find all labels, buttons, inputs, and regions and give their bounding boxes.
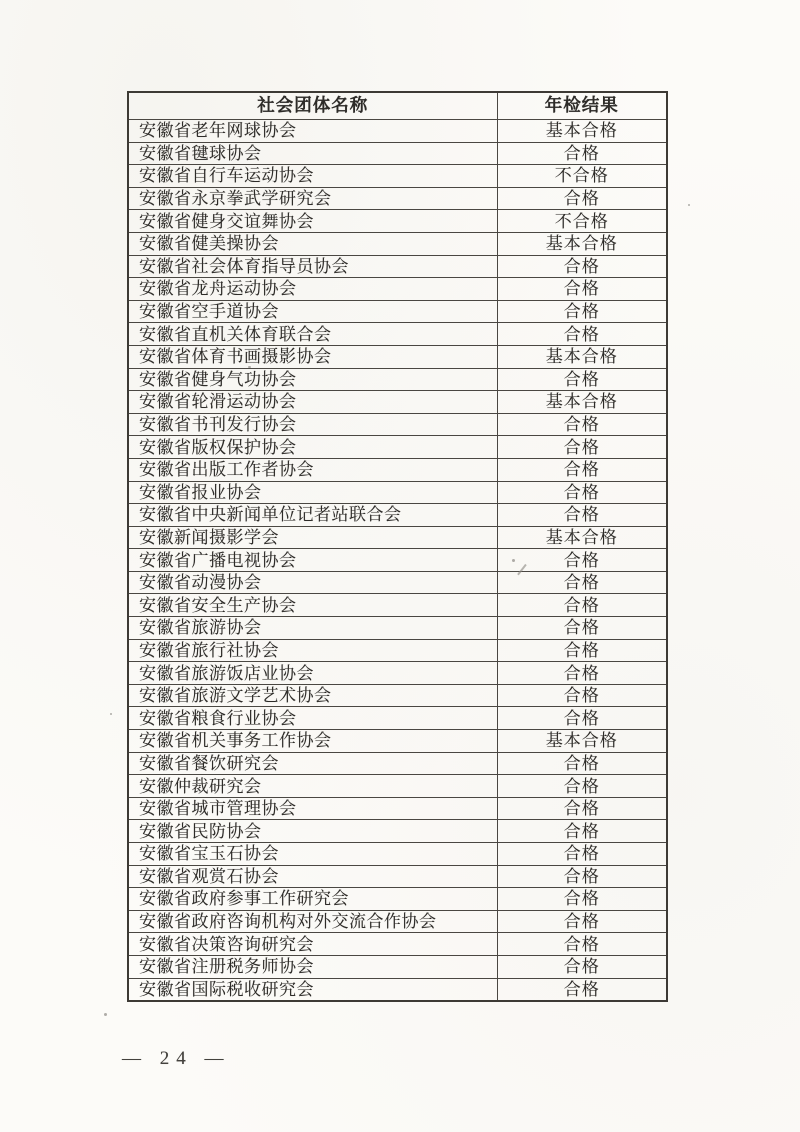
inspection-result-cell: 合格: [497, 752, 667, 775]
inspection-result-cell: 合格: [497, 978, 667, 1001]
org-name-cell: 安徽省健身气功协会: [128, 368, 497, 391]
table-row: [128, 888, 667, 911]
org-name-cell: 安徽省社会体育指导员协会: [128, 255, 497, 278]
org-name-cell: 安徽省健身交谊舞协会: [128, 210, 497, 233]
org-name-cell: 安徽省机关事务工作协会: [128, 730, 497, 753]
inspection-result-cell: 不合格: [497, 165, 667, 188]
org-name-cell: 安徽省旅游饭店业协会: [128, 662, 497, 685]
table-row: [128, 775, 667, 798]
table-row: [128, 120, 667, 143]
org-name-cell: 安徽省空手道协会: [128, 300, 497, 323]
table-row: [128, 707, 667, 730]
org-name-cell: 安徽省安全生产协会: [128, 594, 497, 617]
org-name-cell: 安徽省出版工作者协会: [128, 458, 497, 481]
scan-speck: [512, 559, 515, 562]
org-name-cell: 安徽省决策咨询研究会: [128, 933, 497, 956]
org-name-cell: 安徽省政府参事工作研究会: [128, 888, 497, 911]
inspection-result-cell: 合格: [497, 865, 667, 888]
inspection-result-cell: 合格: [497, 187, 667, 210]
inspection-result-cell: 合格: [497, 888, 667, 911]
org-name-cell: 安徽省报业协会: [128, 481, 497, 504]
inspection-result-cell: 不合格: [497, 210, 667, 233]
table-row: [128, 955, 667, 978]
org-name-cell: 安徽省政府咨询机构对外交流合作协会: [128, 910, 497, 933]
inspection-result-cell: 基本合格: [497, 345, 667, 368]
org-name-cell: 安徽省书刊发行协会: [128, 413, 497, 436]
table-header-row: [128, 92, 667, 120]
inspection-result-cell: 基本合格: [497, 120, 667, 143]
org-name-cell: 安徽省轮滑运动协会: [128, 391, 497, 414]
org-name-cell: 安徽省国际税收研究会: [128, 978, 497, 1001]
inspection-result-cell: 合格: [497, 368, 667, 391]
inspection-result-cell: 合格: [497, 707, 667, 730]
table-row: [128, 549, 667, 572]
page-number: — 24 —: [122, 1048, 231, 1069]
org-name-cell: 安徽省观赏石协会: [128, 865, 497, 888]
org-name-cell: 安徽省城市管理协会: [128, 797, 497, 820]
org-name-cell: 安徽省粮食行业协会: [128, 707, 497, 730]
table-row: [128, 910, 667, 933]
table-row: [128, 662, 667, 685]
table-row: [128, 210, 667, 233]
inspection-result-cell: 合格: [497, 436, 667, 459]
table-row: [128, 232, 667, 255]
table-row: [128, 594, 667, 617]
table-row: [128, 436, 667, 459]
inspection-result-cell: 基本合格: [497, 391, 667, 414]
org-name-cell: 安徽省毽球协会: [128, 142, 497, 165]
org-name-cell: 安徽省宝玉石协会: [128, 843, 497, 866]
org-name-cell: 安徽省中央新闻单位记者站联合会: [128, 504, 497, 527]
org-name-cell: 安徽省体育书画摄影协会: [128, 345, 497, 368]
inspection-result-cell: 基本合格: [497, 232, 667, 255]
table-row: [128, 481, 667, 504]
inspection-result-cell: 合格: [497, 820, 667, 843]
inspection-result-cell: 合格: [497, 571, 667, 594]
table-row: [128, 413, 667, 436]
column-header-inspection-result: 年检结果: [497, 92, 667, 120]
table-row: [128, 368, 667, 391]
org-name-cell: 安徽省旅行社协会: [128, 639, 497, 662]
scan-speck: [248, 366, 251, 368]
org-name-cell: 安徽省民防协会: [128, 820, 497, 843]
inspection-result-cell: 合格: [497, 910, 667, 933]
inspection-result-cell: 合格: [497, 639, 667, 662]
inspection-result-cell: 合格: [497, 278, 667, 301]
table-row: [128, 142, 667, 165]
inspection-result-cell: 合格: [497, 323, 667, 346]
org-name-cell: 安徽新闻摄影学会: [128, 526, 497, 549]
org-name-cell: 安徽省健美操协会: [128, 232, 497, 255]
inspection-result-cell: 基本合格: [497, 730, 667, 753]
table-row: [128, 345, 667, 368]
org-name-cell: 安徽省动漫协会: [128, 571, 497, 594]
org-name-cell: 安徽省老年网球协会: [128, 120, 497, 143]
inspection-result-cell: 合格: [497, 142, 667, 165]
table-row: [128, 526, 667, 549]
table-row: [128, 187, 667, 210]
inspection-result-cell: 合格: [497, 458, 667, 481]
table-row: [128, 391, 667, 414]
org-name-cell: 安徽省广播电视协会: [128, 549, 497, 572]
table-row: [128, 323, 667, 346]
inspection-result-cell: 合格: [497, 955, 667, 978]
inspection-result-cell: 合格: [497, 413, 667, 436]
inspection-result-cell: 合格: [497, 594, 667, 617]
inspection-result-cell: 合格: [497, 775, 667, 798]
table-row: [128, 843, 667, 866]
scan-speck: [104, 1013, 107, 1016]
inspection-result-cell: 合格: [497, 933, 667, 956]
inspection-result-cell: 合格: [497, 549, 667, 572]
org-name-cell: 安徽省直机关体育联合会: [128, 323, 497, 346]
inspection-result-cell: 合格: [497, 797, 667, 820]
table-row: [128, 255, 667, 278]
annual-inspection-table: [127, 91, 668, 1002]
org-name-cell: 安徽省餐饮研究会: [128, 752, 497, 775]
table-row: [128, 639, 667, 662]
table-row: [128, 458, 667, 481]
table-row: [128, 752, 667, 775]
table-row: [128, 933, 667, 956]
org-name-cell: 安徽省永京拳武学研究会: [128, 187, 497, 210]
org-name-cell: 安徽省版权保护协会: [128, 436, 497, 459]
org-name-cell: 安徽省龙舟运动协会: [128, 278, 497, 301]
inspection-result-cell: 合格: [497, 662, 667, 685]
inspection-result-cell: 合格: [497, 504, 667, 527]
inspection-result-cell: 合格: [497, 255, 667, 278]
org-name-cell: 安徽省注册税务师协会: [128, 955, 497, 978]
table-row: [128, 684, 667, 707]
org-name-cell: 安徽仲裁研究会: [128, 775, 497, 798]
inspection-result-cell: 合格: [497, 481, 667, 504]
table-row: [128, 504, 667, 527]
table-row: [128, 571, 667, 594]
table-row: [128, 865, 667, 888]
table-row: [128, 617, 667, 640]
table-row: [128, 730, 667, 753]
inspection-result-cell: 合格: [497, 300, 667, 323]
inspection-result-cell: 合格: [497, 684, 667, 707]
org-name-cell: 安徽省旅游协会: [128, 617, 497, 640]
scan-speck: [688, 204, 690, 206]
table-row: [128, 978, 667, 1001]
table-row: [128, 278, 667, 301]
org-name-cell: 安徽省自行车运动协会: [128, 165, 497, 188]
org-name-cell: 安徽省旅游文学艺术协会: [128, 684, 497, 707]
inspection-result-cell: 合格: [497, 843, 667, 866]
table-row: [128, 165, 667, 188]
table-row: [128, 820, 667, 843]
table-row: [128, 300, 667, 323]
inspection-result-cell: 基本合格: [497, 526, 667, 549]
column-header-org-name: 社会团体名称: [128, 92, 497, 120]
table-row: [128, 797, 667, 820]
inspection-result-cell: 合格: [497, 617, 667, 640]
scan-speck: [110, 713, 112, 715]
